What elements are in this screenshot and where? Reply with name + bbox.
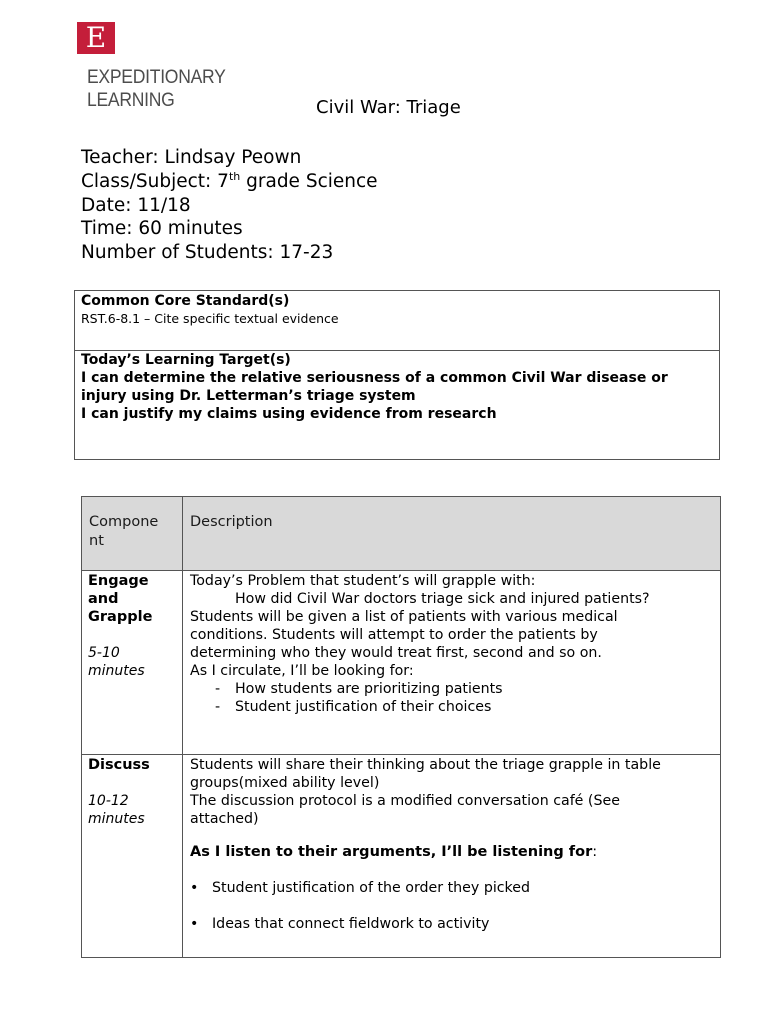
component-header-l2: nt xyxy=(89,533,104,549)
description-header: Description xyxy=(190,514,273,530)
time-line: Time: 60 minutes xyxy=(81,218,243,240)
table-row-engage xyxy=(82,571,721,755)
engage-line-1: Today’s Problem that student’s will grapple with: xyxy=(190,573,536,589)
discuss-list-item xyxy=(190,879,713,897)
engage-list-item xyxy=(190,680,713,698)
logo-line-1: EXPEDITIONARY xyxy=(87,66,226,88)
engage-item-2: Student justification of their choices xyxy=(235,699,492,715)
discuss-line-2: groups(mixed ability level) xyxy=(190,775,380,791)
discuss-component xyxy=(82,755,182,828)
engage-line-2: How did Civil War doctors triage sick and injured patients? xyxy=(235,591,650,607)
table-row-discuss xyxy=(82,755,721,958)
discuss-name: Discuss xyxy=(88,757,150,773)
discuss-description xyxy=(183,755,720,933)
listen-heading xyxy=(190,843,713,861)
standards-text: RST.6-8.1 – Cite specific textual evidence xyxy=(81,311,339,326)
engage-line-5: determining who they would treat first, second and so on. xyxy=(190,645,602,661)
standards-heading: Common Core Standard(s) xyxy=(81,293,290,309)
table-header-row xyxy=(82,497,721,571)
targets-heading: Today’s Learning Target(s) xyxy=(81,352,291,368)
dash-marker: - xyxy=(215,681,221,697)
engage-time-2: minutes xyxy=(88,663,145,679)
logo-line-2: LEARNING xyxy=(87,89,175,111)
listen-bold: As I listen to their arguments, I’ll be listening for xyxy=(190,844,593,860)
component-header-l1: Compone xyxy=(89,514,159,530)
discuss-line-1: Students will share their thinking about the triage grapple in table xyxy=(190,757,661,773)
engage-name-2: and xyxy=(88,591,119,607)
engage-time-1: 5-10 xyxy=(88,645,120,661)
component-table xyxy=(81,496,721,958)
lesson-meta xyxy=(81,146,378,265)
page-title: Civil War: Triage xyxy=(316,97,461,118)
bullet-marker: • xyxy=(190,880,199,896)
class-prefix: Class/Subject: 7 xyxy=(81,170,229,192)
component-header xyxy=(82,497,182,551)
standards-section xyxy=(75,291,719,351)
discuss-line-4: attached) xyxy=(190,811,259,827)
engage-description xyxy=(183,571,720,716)
class-line xyxy=(81,170,378,194)
class-ordinal: th xyxy=(228,169,241,183)
engage-item-1: How students are prioritizing patients xyxy=(235,681,503,697)
engage-component xyxy=(82,571,182,680)
engage-line-3: Students will be given a list of patients with various medical xyxy=(190,609,618,625)
discuss-time-1: 10-12 xyxy=(88,793,129,809)
logo-mark: E xyxy=(77,22,115,54)
target-line-2: injury using Dr. Letterman’s triage system xyxy=(81,388,416,404)
standards-targets-box xyxy=(74,290,720,460)
students-line: Number of Students: 17-23 xyxy=(81,242,334,264)
engage-list-item xyxy=(190,698,713,716)
engage-name-3: Grapple xyxy=(88,609,153,625)
engage-line-6: As I circulate, I’ll be looking for: xyxy=(190,663,414,679)
engage-line-4: conditions. Students will attempt to order the patients by xyxy=(190,627,598,643)
date-line: Date: 11/18 xyxy=(81,194,191,216)
logo-wordmark xyxy=(87,66,226,112)
target-line-3: I can justify my claims using evidence from research xyxy=(81,406,497,422)
teacher-line: Teacher: Lindsay Peown xyxy=(81,147,302,168)
bullet-marker: • xyxy=(190,916,199,932)
discuss-line-3: The discussion protocol is a modified conversation café (See xyxy=(190,793,620,809)
discuss-time-2: minutes xyxy=(88,811,145,827)
targets-section xyxy=(75,351,719,423)
discuss-item-1: Student justification of the order they picked xyxy=(212,880,531,896)
class-suffix: grade Science xyxy=(240,170,378,192)
discuss-list-item xyxy=(190,915,713,933)
engage-name-1: Engage xyxy=(88,573,149,589)
dash-marker: - xyxy=(215,699,221,715)
discuss-item-2: Ideas that connect fieldwork to activity xyxy=(212,916,490,932)
target-line-1: I can determine the relative seriousness of a common Civil War disease or xyxy=(81,370,668,386)
listen-colon: : xyxy=(592,844,598,860)
